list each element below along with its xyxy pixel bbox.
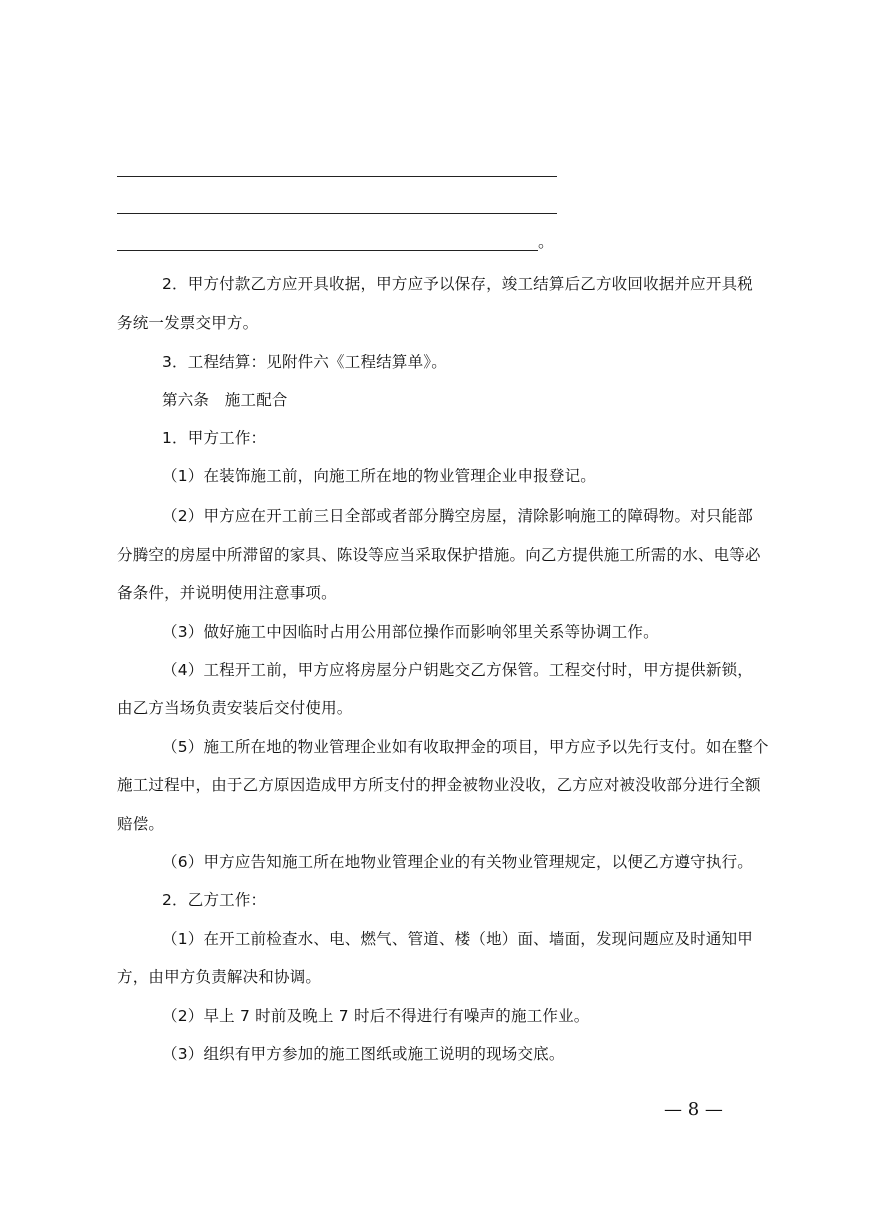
party-a-item-4-line-2: 由乙方当场负责安装后交付使用。 xyxy=(117,699,353,717)
party-a-item-5-line-1: （5）施工所在地的物业管理企业如有收取押金的项目，甲方应予以先行支付。如在整个 xyxy=(162,738,769,756)
blank-end-period: 。 xyxy=(538,232,555,251)
blank-fill-line-3 xyxy=(117,250,538,251)
clause-5-item-3: 3．工程结算：见附件六《工程结算单》。 xyxy=(162,353,447,371)
party-a-item-6: （6）甲方应告知施工所在地物业管理企业的有关物业管理规定，以便乙方遵守执行。 xyxy=(162,853,753,871)
clause-5-item-2-line-1: 2．甲方付款乙方应开具收据，甲方应予以保存，竣工结算后乙方收回收据并应开具税 xyxy=(162,275,753,293)
blank-fill-line-2 xyxy=(117,213,557,214)
party-a-item-3: （3）做好施工中因临时占用公用部位操作而影响邻里关系等协调工作。 xyxy=(162,623,659,641)
article-6-heading: 第六条 施工配合 xyxy=(162,391,288,409)
party-a-item-2-line-1: （2）甲方应在开工前三日全部或者部分腾空房屋，清除影响施工的障碍物。对只能部 xyxy=(162,507,753,525)
party-b-work-heading: 2．乙方工作： xyxy=(162,891,267,909)
page-number: — 8 — xyxy=(664,1099,723,1120)
party-a-item-4-line-1: （4）工程开工前，甲方应将房屋分户钥匙交乙方保管。工程交付时，甲方提供新锁， xyxy=(162,661,753,679)
blank-fill-line-1 xyxy=(117,176,557,177)
party-a-item-2-line-3: 备条件，并说明使用注意事项。 xyxy=(117,584,337,602)
party-a-item-2-line-2: 分腾空的房屋中所滞留的家具、陈设等应当采取保护措施。向乙方提供施工所需的水、电等必 xyxy=(117,546,761,564)
clause-5-item-2-line-2: 务统一发票交甲方。 xyxy=(117,314,259,332)
party-b-item-2: （2）早上 7 时前及晚上 7 时后不得进行有噪声的施工作业。 xyxy=(162,1007,590,1025)
party-a-work-heading: 1．甲方工作： xyxy=(162,429,267,447)
party-a-item-1: （1）在装饰施工前，向施工所在地的物业管理企业申报登记。 xyxy=(162,467,596,485)
party-b-item-1-line-2: 方，由甲方负责解决和协调。 xyxy=(117,968,322,986)
party-b-item-3: （3）组织有甲方参加的施工图纸或施工说明的现场交底。 xyxy=(162,1045,565,1063)
party-b-item-1-line-1: （1）在开工前检查水、电、燃气、管道、楼（地）面、墙面，发现问题应及时通知甲 xyxy=(162,930,753,948)
party-a-item-5-line-3: 赔偿。 xyxy=(117,815,165,833)
party-a-item-5-line-2: 施工过程中，由于乙方原因造成甲方所支付的押金被物业没收，乙方应对被没收部分进行全额 xyxy=(117,776,761,794)
